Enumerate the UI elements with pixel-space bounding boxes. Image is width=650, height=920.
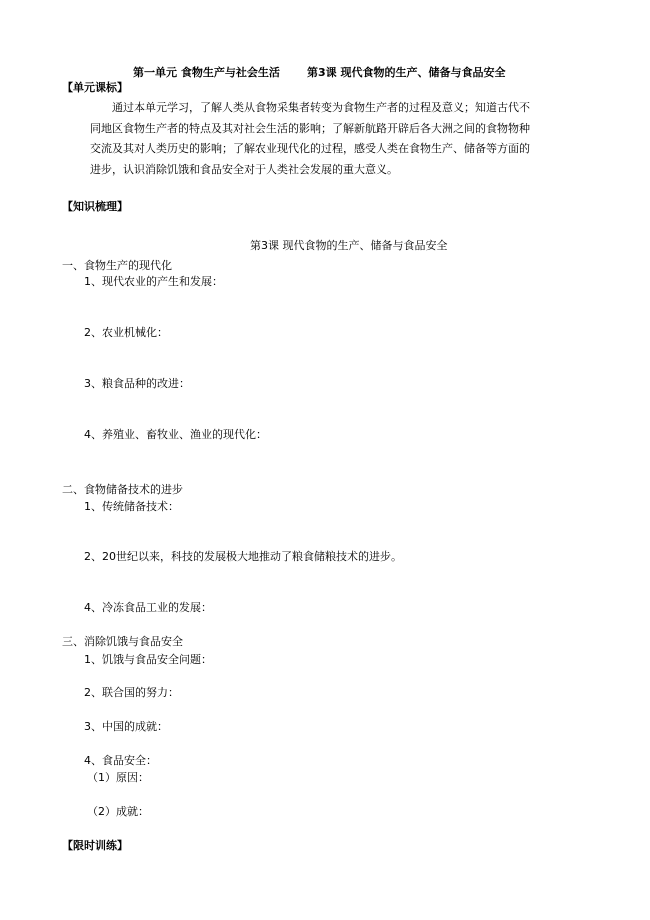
section-3-item-4: 4、食品安全： [84,754,157,767]
unit-standard-label: 【单元课标】 [62,81,128,94]
knowledge-lesson-heading: 第3课 现代食物的生产、储备与食品安全 [250,239,448,252]
section-3-item-3: 3、中国的成就： [84,720,168,733]
section-2-title: 二、食物储备技术的进步 [62,483,183,496]
section-2-item-1: 1、传统储备技术： [84,500,179,513]
unit-standard-text: 通过本单元学习，了解人类从食物采集者转变为食物生产者的过程及意义；知道古代不同地区食物生产者的特点及其对社会生活的影响；了解新航路开辟后各大洲之间的食物物种交流及其对人类历史的影响；了解农业现代化的过程，感受人类在食物生产、储备等方面的进步，认识消除饥饿和食品安全对于人类社会发展的重大意义。 [90,101,530,176]
knowledge-label: 【知识梳理】 [62,200,128,213]
section-1-item-2: 2、农业机械化： [84,326,168,339]
section-3-title: 三、消除饥饿与食品安全 [62,635,183,648]
section-2-item-3: 4、冷冻食品工业的发展： [84,601,212,614]
section-2-item-2: 2、20世纪以来，科技的发展极大地推动了粮食储粮技术的进步。 [84,550,402,563]
section-1-item-4: 4、养殖业、畜牧业、渔业的现代化： [84,428,267,441]
section-3-subitem-2: （2）成就： [87,805,149,818]
section-3-item-1: 1、饥饿与食品安全问题： [84,653,212,666]
section-1-item-1: 1、现代农业的产生和发展： [84,275,223,288]
lesson-title: 第3课 现代食物的生产、储备与食品安全 [307,66,506,79]
section-3-subitem-1: （1）原因： [87,771,149,784]
section-1-item-3: 3、粮食品种的改进： [84,377,190,390]
unit-title: 第一单元 食物生产与社会生活 [133,66,280,79]
training-label: 【限时训练】 [62,839,128,852]
section-3-item-2: 2、联合国的努力： [84,686,179,699]
section-1-title: 一、食物生产的现代化 [62,259,172,272]
